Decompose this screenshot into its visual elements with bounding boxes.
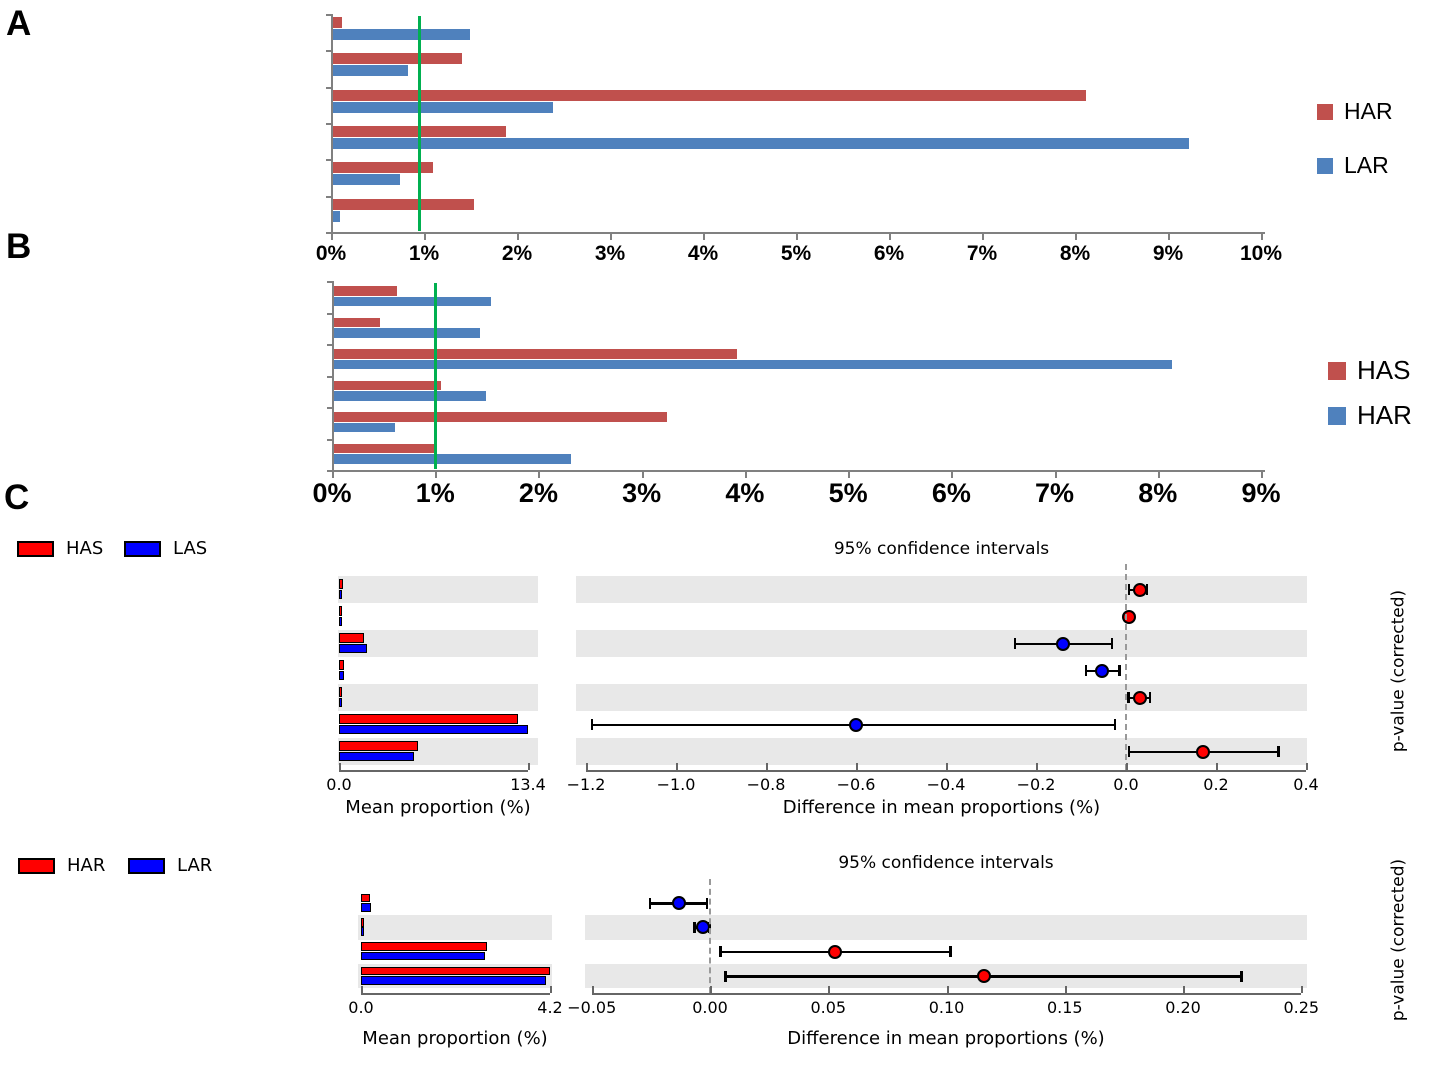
- ci-cap-left: [591, 719, 594, 730]
- row-shade-bars: [338, 576, 538, 603]
- legend-swatch-har: [18, 858, 55, 874]
- x-axis-tick: [1168, 234, 1170, 240]
- y-axis-line: [332, 281, 334, 470]
- y-axis-tick: [326, 159, 331, 161]
- legend-label-lar: LAR: [177, 855, 213, 876]
- bar-has: [339, 579, 343, 589]
- x-axis-tick: [703, 234, 705, 240]
- x-axis-tick: [796, 234, 798, 240]
- reference-line: [418, 16, 421, 231]
- ci-dot: [1056, 637, 1070, 651]
- bar-las: [339, 671, 344, 681]
- mean-tick-label: 4.2: [537, 998, 563, 1017]
- y-axis-tick: [327, 281, 332, 283]
- diff-axis-line: [592, 993, 1302, 995]
- bar-has: [334, 412, 667, 422]
- legend-swatch-has: [1328, 362, 1346, 380]
- x-tick-label: 10%: [1239, 242, 1283, 265]
- ci-dot: [1095, 664, 1109, 678]
- bar-lar: [333, 174, 400, 185]
- bar-las: [339, 590, 342, 600]
- bar-has: [339, 606, 342, 616]
- bar-las: [339, 644, 367, 654]
- x-tick-label: 0%: [315, 242, 347, 265]
- bar-har: [334, 328, 480, 338]
- ci-cap-left: [1085, 665, 1088, 676]
- diff-axis-tick: [946, 763, 948, 770]
- diff-axis-tick: [828, 986, 830, 993]
- panel-c-letter: C: [4, 478, 30, 517]
- diff-axis-tick: [586, 763, 588, 770]
- diff-tick-label: 0.2: [1203, 775, 1229, 794]
- x-tick-label: 4%: [687, 242, 719, 265]
- diff-axis-tick: [1306, 763, 1308, 770]
- x-tick-label: 2%: [518, 478, 558, 508]
- ci-cap-left: [1128, 584, 1131, 595]
- ci-cap-left: [1014, 638, 1017, 649]
- x-tick-label: 5%: [828, 478, 868, 508]
- diff-axis-tick: [947, 986, 949, 993]
- ci-cap-left: [724, 971, 727, 982]
- bar-has: [339, 633, 364, 643]
- x-tick-label: 0%: [312, 478, 352, 508]
- y-axis-tick: [326, 196, 331, 198]
- panel-a-letter: A: [6, 4, 32, 43]
- mean-axis-tick: [339, 763, 341, 770]
- legend-label-has: HAS: [1357, 355, 1411, 386]
- legend-swatch-has: [17, 541, 54, 557]
- ci-cap-right: [706, 898, 709, 909]
- row-shade-ci: [576, 630, 1307, 657]
- bar-lar: [361, 927, 364, 936]
- bar-har: [334, 360, 1172, 370]
- bar-lar: [333, 138, 1189, 149]
- y-axis-tick: [327, 439, 332, 441]
- ci-cap-right: [1111, 638, 1114, 649]
- diff-tick-label: 0.00: [692, 998, 728, 1017]
- x-axis-tick: [331, 234, 333, 240]
- diff-axis-label: Difference in mean proportions (%): [782, 797, 1101, 818]
- bar-has: [339, 660, 344, 670]
- ci-dot: [849, 718, 863, 732]
- bar-las: [339, 698, 342, 708]
- diff-tick-label: 0.0: [1113, 775, 1139, 794]
- bar-has: [334, 444, 435, 454]
- diff-axis-tick: [676, 763, 678, 770]
- x-tick-label: 6%: [931, 478, 971, 508]
- legend-label-las: LAS: [173, 538, 208, 559]
- diff-axis-tick: [1183, 986, 1185, 993]
- ci-cap-left: [649, 898, 652, 909]
- bar-lar: [333, 29, 470, 40]
- ci-cap-left: [1127, 692, 1130, 703]
- x-axis-tick: [1075, 234, 1077, 240]
- bar-har: [334, 454, 571, 464]
- mean-axis-label: Mean proportion (%): [345, 797, 531, 818]
- x-tick-label: 3%: [594, 242, 626, 265]
- y-axis-tick: [327, 313, 332, 315]
- legend-swatch-lar: [128, 858, 165, 874]
- mean-tick-label: 13.4: [510, 775, 546, 794]
- bar-har: [333, 53, 462, 64]
- x-tick-label: 4%: [725, 478, 765, 508]
- diff-tick-label: −0.05: [567, 998, 617, 1017]
- diff-axis-tick: [1216, 763, 1218, 770]
- x-tick-label: 2%: [501, 242, 533, 265]
- x-tick-label: 9%: [1241, 478, 1281, 508]
- bar-har: [334, 297, 491, 307]
- legend-swatch-lar: [1317, 158, 1333, 174]
- x-tick-label: 6%: [873, 242, 905, 265]
- diff-axis-tick: [856, 763, 858, 770]
- ci-dot: [1133, 583, 1147, 597]
- diff-tick-label: −0.6: [836, 775, 876, 794]
- bar-lar: [333, 102, 553, 113]
- bar-las: [339, 725, 528, 735]
- ci-cap-left: [719, 946, 722, 957]
- y-axis-tick: [326, 14, 331, 16]
- diff-tick-label: −1.2: [566, 775, 606, 794]
- legend-label-har: HAR: [67, 855, 106, 876]
- diff-axis-tick: [766, 763, 768, 770]
- reference-line: [434, 283, 437, 469]
- diff-tick-label: 0.10: [928, 998, 965, 1017]
- diff-axis-tick: [592, 986, 594, 993]
- mean-axis-line: [361, 993, 550, 995]
- bar-har: [333, 90, 1086, 101]
- legend-label-has: HAS: [66, 538, 104, 559]
- diff-tick-label: 0.4: [1293, 775, 1319, 794]
- x-tick-label: 7%: [966, 242, 998, 265]
- bar-har: [361, 894, 370, 903]
- bar-has: [339, 687, 342, 697]
- bar-has: [334, 286, 397, 296]
- diff-axis-tick: [1301, 986, 1303, 993]
- bar-has: [339, 741, 418, 751]
- bar-har: [334, 391, 486, 401]
- diff-axis-line: [586, 770, 1306, 772]
- zero-dashed-line: [709, 879, 711, 993]
- legend-label-har: HAR: [1344, 98, 1393, 125]
- ci-cap-right: [1277, 746, 1280, 757]
- bar-lar: [361, 903, 371, 912]
- right-axis-label: p-value (corrected): [1388, 858, 1409, 1021]
- y-axis-tick: [327, 407, 332, 409]
- legend-swatch-har: [1317, 104, 1333, 120]
- diff-tick-label: −0.2: [1016, 775, 1056, 794]
- bar-lar: [333, 211, 340, 222]
- x-axis-line: [328, 470, 1265, 472]
- diff-tick-label: −1.0: [656, 775, 696, 794]
- legend-swatch-las: [124, 541, 161, 557]
- ci-dot: [828, 945, 842, 959]
- bar-las: [339, 752, 414, 762]
- x-axis-tick: [517, 234, 519, 240]
- row-shade-bars: [338, 684, 538, 711]
- bar-har: [361, 967, 550, 976]
- x-axis-tick: [424, 234, 426, 240]
- row-shade-ci: [576, 684, 1307, 711]
- bar-lar: [361, 952, 485, 961]
- x-tick-label: 1%: [408, 242, 440, 265]
- ci-cap-right: [1114, 719, 1117, 730]
- diff-axis-tick: [1036, 763, 1038, 770]
- x-axis-tick: [1261, 234, 1263, 240]
- panel-b-letter: B: [6, 227, 32, 266]
- row-shade-bars: [358, 915, 552, 939]
- y-axis-tick: [326, 50, 331, 52]
- ci-title: 95% confidence intervals: [838, 853, 1054, 873]
- bar-har: [334, 423, 395, 433]
- ci-cap-right: [1149, 692, 1152, 703]
- bar-lar: [333, 65, 408, 76]
- diff-tick-label: 0.15: [1046, 998, 1083, 1017]
- diff-axis-label: Difference in mean proportions (%): [787, 1028, 1105, 1049]
- x-axis-tick: [982, 234, 984, 240]
- diff-axis-tick: [1126, 763, 1128, 770]
- mean-axis-line: [339, 770, 528, 772]
- y-axis-tick: [326, 87, 331, 89]
- mean-axis-label: Mean proportion (%): [362, 1028, 548, 1049]
- bar-har: [361, 942, 487, 951]
- right-axis-label: p-value (corrected): [1388, 589, 1409, 752]
- ci-dot: [1133, 691, 1147, 705]
- row-shade-bars: [338, 630, 538, 657]
- diff-tick-label: −0.8: [746, 775, 786, 794]
- x-tick-label: 8%: [1138, 478, 1178, 508]
- legend-label-lar: LAR: [1344, 152, 1389, 179]
- bar-has: [334, 349, 737, 359]
- mean-axis-tick: [550, 986, 552, 993]
- y-axis-tick: [327, 376, 332, 378]
- x-tick-label: 8%: [1059, 242, 1091, 265]
- diff-tick-label: 0.05: [810, 998, 847, 1017]
- x-axis-tick: [889, 234, 891, 240]
- diff-tick-label: 0.20: [1165, 998, 1201, 1017]
- bar-lar: [361, 976, 546, 985]
- diff-axis-tick: [710, 986, 712, 993]
- bar-har: [333, 199, 474, 210]
- bar-har: [361, 918, 364, 927]
- zero-dashed-line: [1125, 564, 1127, 770]
- bar-har: [333, 17, 342, 28]
- mean-axis-tick: [528, 763, 530, 770]
- ci-cap-left: [1128, 746, 1131, 757]
- diff-tick-label: 0.25: [1283, 998, 1320, 1017]
- bar-has: [339, 714, 518, 724]
- ci-dot: [672, 896, 686, 910]
- legend-label-har: HAR: [1357, 400, 1412, 431]
- ci-dot: [1196, 745, 1210, 759]
- y-axis-tick: [326, 123, 331, 125]
- mean-tick-label: 0.0: [326, 775, 352, 794]
- x-tick-label: 1%: [415, 478, 455, 508]
- ci-cap-right: [1118, 665, 1121, 676]
- x-axis-tick: [610, 234, 612, 240]
- diff-axis-tick: [1065, 986, 1067, 993]
- mean-axis-tick: [361, 986, 363, 993]
- ci-cap-right: [1240, 971, 1243, 982]
- ci-dot: [1122, 610, 1136, 624]
- x-tick-label: 9%: [1152, 242, 1184, 265]
- bar-las: [339, 617, 342, 627]
- row-shade-ci: [576, 576, 1307, 603]
- ci-title: 95% confidence intervals: [833, 539, 1050, 559]
- x-tick-label: 7%: [1035, 478, 1075, 508]
- diff-tick-label: −0.4: [926, 775, 966, 794]
- ci-cap-right: [949, 946, 952, 957]
- x-tick-label: 5%: [780, 242, 812, 265]
- bar-has: [334, 381, 441, 391]
- x-tick-label: 3%: [622, 478, 662, 508]
- bar-has: [334, 318, 380, 328]
- mean-tick-label: 0.0: [348, 998, 374, 1017]
- legend-swatch-har: [1328, 407, 1346, 425]
- y-axis-tick: [327, 344, 332, 346]
